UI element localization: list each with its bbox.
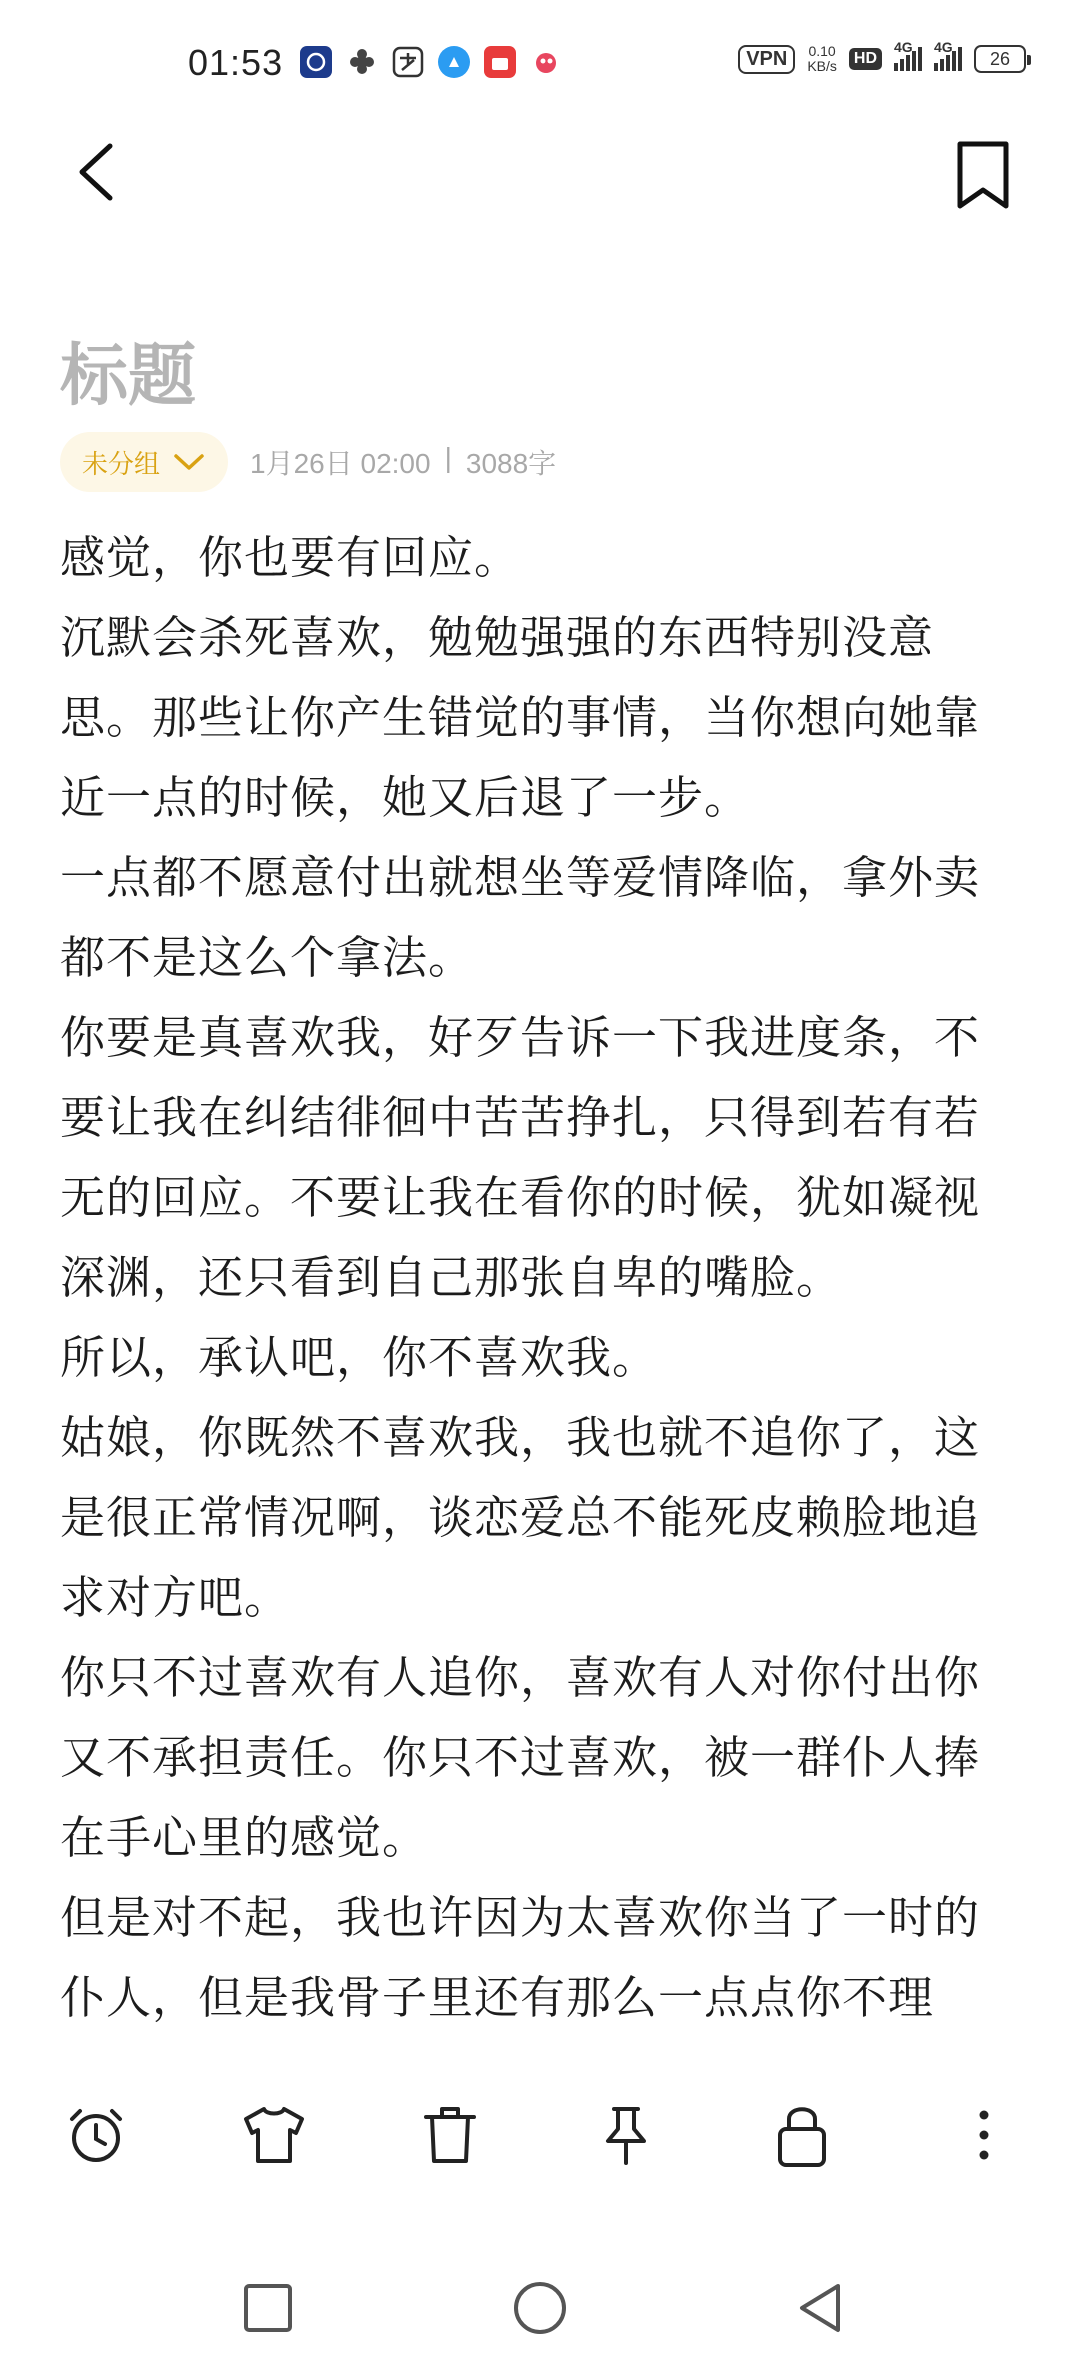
note-info: [250, 442, 556, 482]
note-meta: [60, 432, 556, 492]
paragraph: 但是对不起，我也许因为太喜欢你当了一时的仆人，但是我骨子里还有那么一点点你不理: [60, 1891, 981, 2024]
app-notification-icon: [300, 46, 332, 78]
group-label: 未分组: [82, 449, 161, 480]
more-button[interactable]: [944, 2095, 1024, 2175]
hd-voice-indicator: HD: [849, 48, 882, 70]
circle-icon: [512, 2280, 568, 2336]
paragraph: 你要是真喜欢我，好歹告诉一下我进度条，不要让我在纠结徘徊中苦苦挣扎，只得到若有若无的回应。不要让我在看你的时候，犹如凝视深渊，还只看到自己那张自卑的嘴脸。: [60, 1011, 981, 1304]
bookmark-icon: [950, 138, 1016, 214]
triangle-back-icon: [794, 2280, 846, 2336]
group-selector[interactable]: [60, 432, 228, 492]
signal-icon-2: 4G: [934, 47, 962, 71]
note-body[interactable]: [60, 518, 1020, 2048]
trash-icon: [420, 2103, 480, 2167]
flower-app-icon: [346, 46, 378, 78]
recents-button[interactable]: [228, 2268, 308, 2348]
status-time: 01:53: [188, 42, 284, 83]
more-vertical-icon: [974, 2105, 994, 2165]
word-count: 3088字: [465, 448, 557, 479]
home-button[interactable]: [500, 2268, 580, 2348]
paragraph: 一点都不愿意付出就想坐等爱情降临，拿外卖都不是这么个拿法。: [60, 851, 981, 984]
alipay-icon: [392, 46, 424, 78]
chevron-left-icon: [60, 130, 130, 210]
chevron-down-icon: [172, 452, 206, 472]
compass-app-icon: [438, 46, 470, 78]
notification-icons: [300, 46, 562, 78]
back-nav-button[interactable]: [780, 2268, 860, 2348]
theme-button[interactable]: [234, 2095, 314, 2175]
square-icon: [242, 2282, 294, 2334]
battery-level: 26: [989, 48, 1011, 69]
network-speed: 0.10 KB/s: [807, 43, 837, 74]
vpn-indicator: VPN: [738, 45, 795, 74]
paragraph: 所以，承认吧，你不喜欢我。: [60, 1331, 659, 1384]
shopping-app-icon: [484, 46, 516, 78]
pin-button[interactable]: [586, 2095, 666, 2175]
tshirt-icon: [240, 2103, 308, 2167]
battery-icon: [974, 45, 1026, 73]
system-nav-bar: [0, 2246, 1080, 2376]
paragraph: 沉默会杀死喜欢，勉勉强强的东西特别没意思。那些让你产生错觉的事情，当你想向她靠近一点的时候，她又后退了一步。: [60, 611, 981, 824]
note-date: 1月26日 02:00: [250, 448, 431, 479]
game-app-icon: [530, 46, 562, 78]
system-indicators: [738, 39, 1026, 74]
reminder-button[interactable]: [56, 2095, 136, 2175]
lock-button[interactable]: [762, 2095, 842, 2175]
alarm-clock-icon: [64, 2103, 128, 2167]
paragraph: 感觉，你也要有回应。: [60, 531, 521, 584]
meta-separator: |: [444, 442, 452, 473]
bookmark-button[interactable]: [950, 138, 1016, 214]
signal-icon: 4G: [894, 47, 922, 71]
status-bar: [0, 0, 1080, 130]
paragraph: 你只不过喜欢有人追你，喜欢有人对你付出你又不承担责任。你只不过喜欢，被一群仆人捧在手心里的感觉。: [60, 1651, 981, 1864]
pin-icon: [596, 2103, 656, 2167]
delete-button[interactable]: [410, 2095, 490, 2175]
note-toolbar: [0, 2060, 1080, 2210]
lock-icon: [774, 2101, 830, 2169]
note-title[interactable]: 标题: [60, 337, 197, 416]
back-button[interactable]: [60, 130, 130, 210]
paragraph: 姑娘，你既然不喜欢我，我也就不追你了，这是很正常情况啊，谈恋爱总不能死皮赖脸地追求对方吧。: [60, 1411, 981, 1624]
